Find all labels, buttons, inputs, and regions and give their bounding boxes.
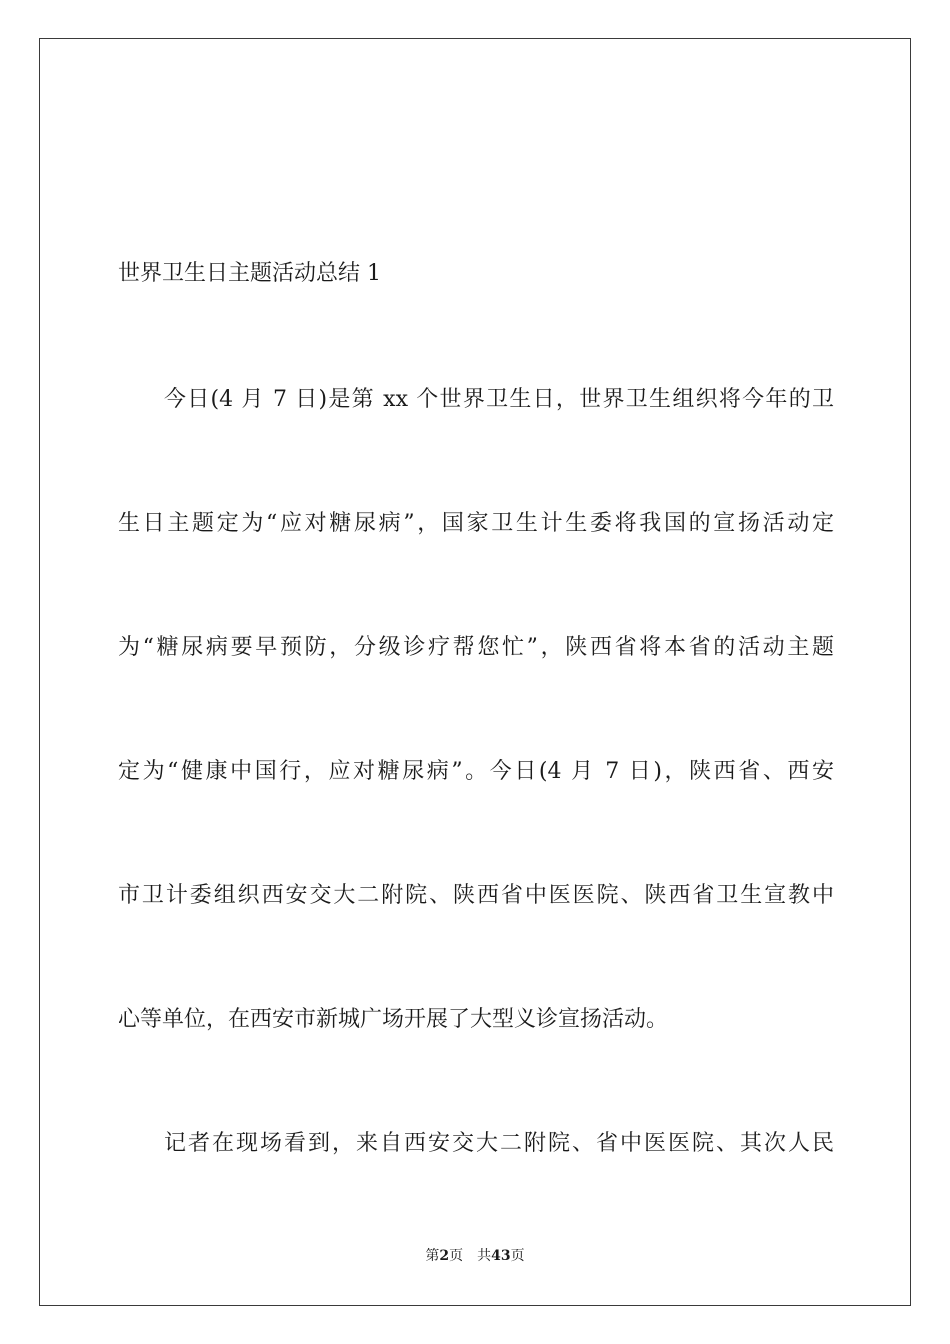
footer-total-pages: 43 <box>491 1248 511 1264</box>
paragraph-1-line-2: 生日主题定为“应对糖尿病”，国家卫生计生委将我国的宣扬活动定 <box>118 511 834 536</box>
paragraph-1-line-4: 定为“健康中国行，应对糖尿病”。今日(4 月 7 日)，陕西省、西安 <box>118 759 834 784</box>
paragraph-1-line-1: 今日(4 月 7 日)是第 xx 个世界卫生日，世界卫生组织将今年的卫 <box>164 387 834 412</box>
document-title: 世界卫生日主题活动总结 1 <box>118 261 381 286</box>
paragraph-1-line-5: 市卫计委组织西安交大二附院、陕西省中医医院、陕西省卫生宣教中 <box>118 883 834 908</box>
page-frame <box>39 38 911 1306</box>
footer-page-suffix: 页 <box>449 1248 464 1264</box>
footer-page-number: 2 <box>439 1248 450 1264</box>
paragraph-1-line-3: 为“糖尿病要早预防，分级诊疗帮您忙”，陕西省将本省的活动主题 <box>118 635 834 660</box>
page-footer <box>0 1247 950 1265</box>
footer-total-prefix: 共 <box>477 1248 492 1264</box>
footer-total-suffix: 页 <box>510 1248 525 1264</box>
paragraph-1-line-6: 心等单位，在西安市新城广场开展了大型义诊宣扬活动。 <box>118 1007 669 1032</box>
paragraph-2-line-1: 记者在现场看到，来自西安交大二附院、省中医医院、其次人民 <box>164 1131 834 1156</box>
footer-prefix: 第 <box>425 1248 440 1264</box>
